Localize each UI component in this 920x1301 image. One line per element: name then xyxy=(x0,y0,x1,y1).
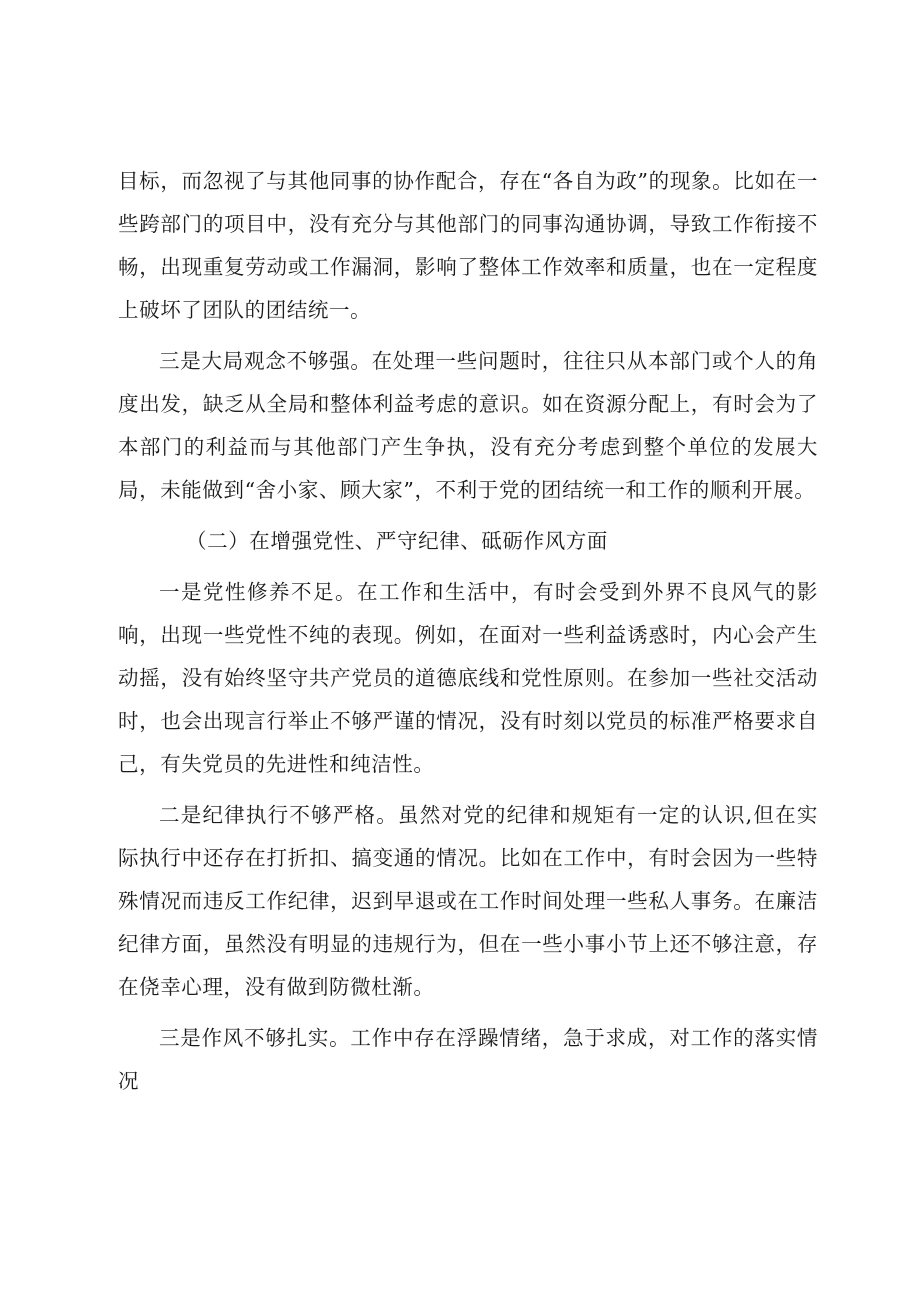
section-heading: （二）在增强党性、严守纪律、砥砺作风方面 xyxy=(186,529,608,553)
paragraph-overall-view: 三是大局观念不够强。在处理一些问题时，往往只从本部门或个人的角度出发，缺乏从全局和整体利益考虑的意识。如在资源分配上，有时会为了本部门的利益而与其他部门产生争执，没有充分考虑到整个单位的发展大局，未能做到“舍小家、顾大家”，不利于党的团结统一和工作的顺利开展。 xyxy=(118,349,818,502)
document-body xyxy=(118,160,818,1111)
paragraph-continuation: 目标，而忽视了与其他同事的协作配合，存在“各自为政”的现象。比如在一些跨部门的项目中，没有充分与其他部门的同事沟通协调，导致工作衔接不畅，出现重复劳动或工作漏洞，影响了整体工作效率和质量，也在一定程度上破坏了团队的团结统一。 xyxy=(118,169,818,322)
paragraph-work-style: 三是作风不够扎实。工作中存在浮躁情绪，急于求成，对工作的落实情况 xyxy=(118,1026,818,1093)
paragraph-party-spirit: 一是党性修养不足。在工作和生活中，有时会受到外界不良风气的影响，出现一些党性不纯的表现。例如，在面对一些利益诱惑时，内心会产生动摇，没有始终坚守共产党员的道德底线和党性原则。在参加一些社交活动时，也会出现言行举止不够严谨的情况，没有时刻以党员的标准严格要求自己，有失党员的先进性和纯洁性。 xyxy=(118,580,818,776)
paragraph-discipline: 二是纪律执行不够严格。虽然对党的纪律和规矩有一定的认识,但在实际执行中还存在打折扣、搞变通的情况。比如在工作中，有时会因为一些特殊情况而违反工作纪律，迟到早退或在工作时间处理一些私人事务。在廉洁纪律方面，虽然没有明显的违规行为，但在一些小事小节上还不够注意，存在侥幸心理，没有做到防微杜渐。 xyxy=(118,803,818,999)
